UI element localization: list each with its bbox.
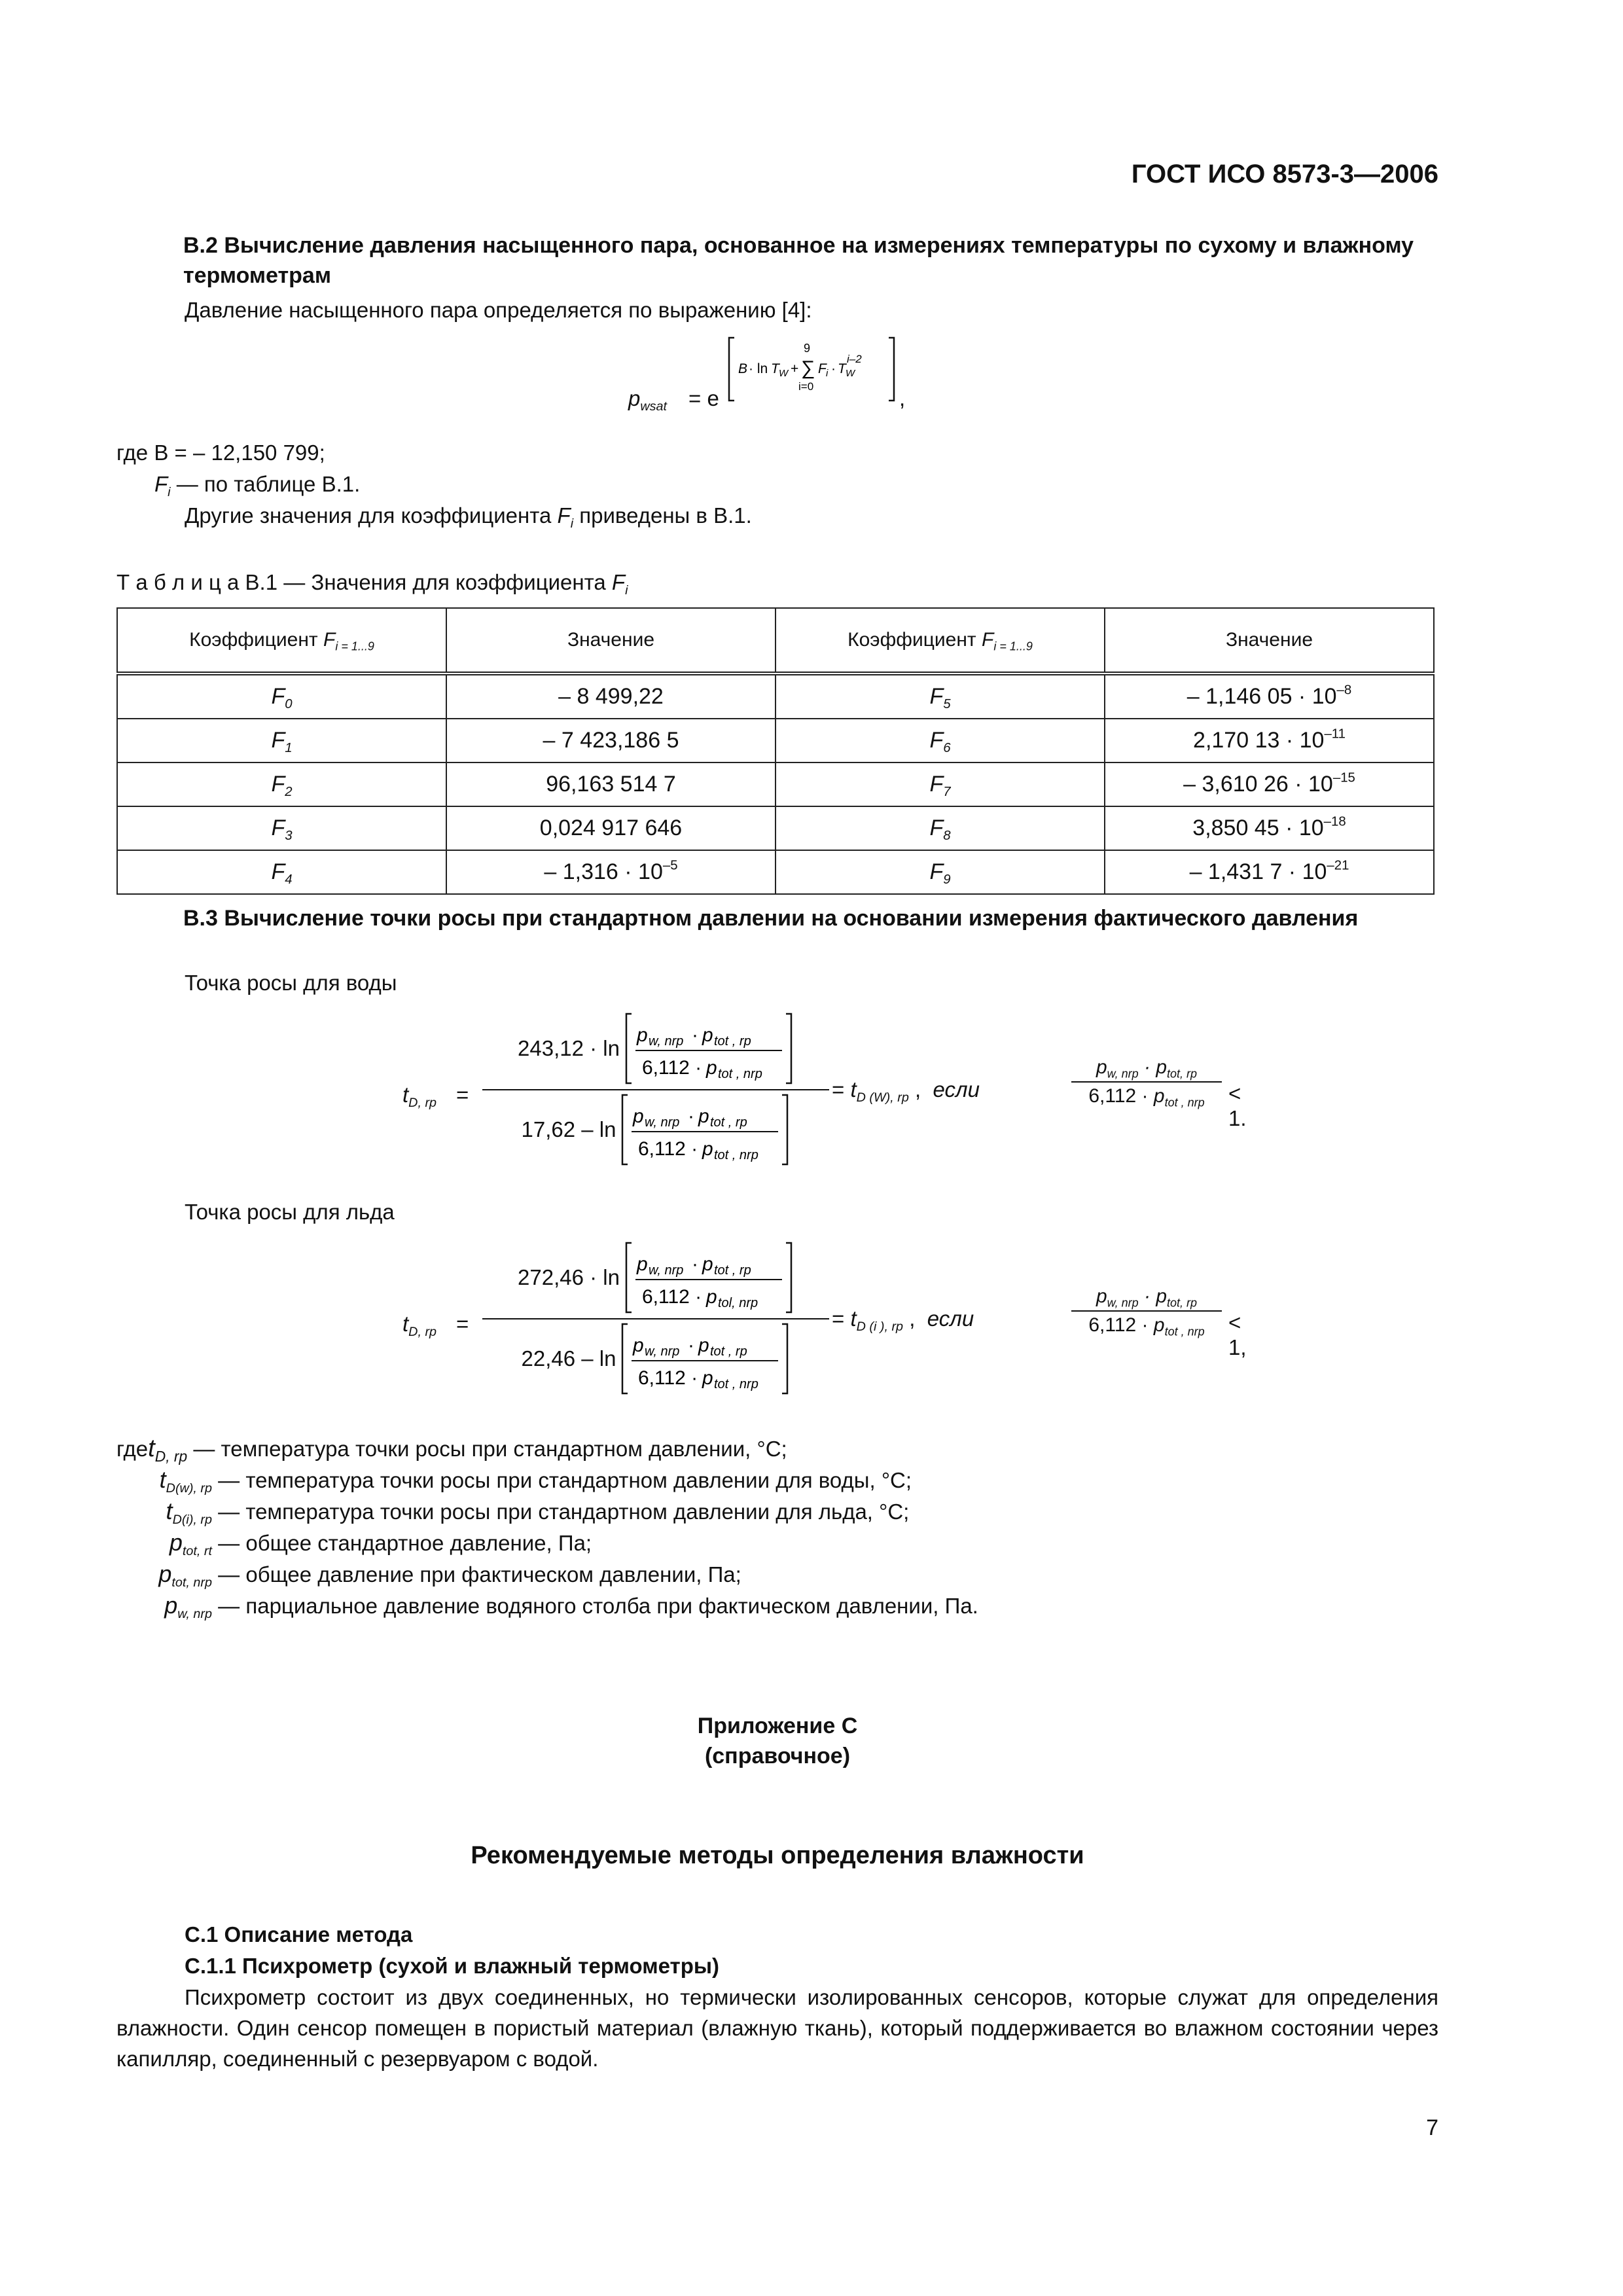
coef-cell: $F_1$ [117,719,446,762]
svg-text:p: p [698,1335,710,1356]
page-number: 7 [1426,2115,1438,2140]
appendix-heading: Рекомендуемые методы определения влажности [471,1842,1084,1869]
section-b2-title: В.2 Вычисление давления насыщенного пара, основанное на измерениях температуры по сухому и влажному термометрам [183,233,1414,288]
svg-text:tot , rр: tot , rр [713,1034,751,1049]
value-cell: – 1,431 $7 \cdot 10^{-21}$ [1105,850,1434,894]
coef-cell: $F_4$ [117,850,446,894]
svg-text:·: · [691,1253,698,1275]
value-cell: – 1,146 $05 \cdot 10^{-8}$ [1105,673,1434,719]
svg-text:p: p [705,1286,717,1308]
svg-text:6,112 ·: 6,112 · [638,1138,698,1160]
svg-text:w, nrр: w, nrр [648,1034,684,1049]
svg-text:w, nrр: w, nrр [648,1263,684,1278]
svg-text:T: T [838,361,846,376]
svg-text:p: p [636,1024,648,1046]
header-coef-2: Коэффициент $F_{i = 1...9}$ [776,608,1105,673]
ice-dewpoint-label: Точка росы для льда [185,1200,395,1224]
coef-cell: $F_6$ [776,719,1105,762]
exponent-bracket [726,336,897,402]
svg-text:p: p [633,1335,645,1356]
legend-item: $t_{D(w), rр}$ — температура точки росы при стандартном давлении для воды, °С; [159,1466,912,1496]
svg-text:p: p [698,1105,710,1127]
water-dewpoint-label: Точка росы для воды [185,971,397,995]
svg-text:6,112 ·: 6,112 · [638,1367,698,1389]
coef-cell: $F_8$ [776,806,1105,850]
header-value-2: Значение [1105,608,1434,673]
svg-text:∑: ∑ [801,357,815,379]
coef-cell: $F_2$ [117,762,446,806]
coef-cell: $F_5$ [776,673,1105,719]
svg-text:p: p [702,1367,714,1389]
water-dewpoint-formula: $t_{D, rр}$ = 243,12 · ln p w, nrр · p tot , rр 6,112 · p tot , nrр 17,62 – ln p w, nrр · p tot , rр 6,112 · p tot , nrр = $t_{D (W), rр}$ , если $p_{w, nrр} \cdot p_{tot, rр}$ $6,112 \cdot p_{tot , nrр}$ < 1. [402,1008,1188,1185]
value-cell: 3,850 $45 \cdot 10^{-18}$ [1105,806,1434,850]
value-cell: – 8 499,22 [446,673,776,719]
section-c1-title: С.1 Описание метода [185,1922,413,1946]
svg-text:w, nrр: w, nrр [645,1115,680,1130]
standard-number: ГОСТ ИСО 8573-3—2006 [1131,160,1438,188]
symbol-legend [116,1433,978,1621]
coef-cell: $F_9$ [776,850,1105,894]
svg-text:p: p [633,1105,645,1127]
section-b3-title: В.3 Вычисление точки росы при стандартном давлении на основании измерения фактического давления [183,906,1359,931]
svg-text:p: p [702,1024,713,1046]
coef-cell: $F_0$ [117,673,446,719]
svg-text:·: · [831,361,836,376]
svg-text:·: · [691,1024,698,1046]
svg-text:tol, nrр: tol, nrр [717,1296,758,1310]
svg-text:B: B [738,361,748,376]
table-header-row [117,608,1434,673]
header-value-1: Значение [446,608,776,673]
legend-item: $p_{tot, rt}$ — общее стандартное давление, Па; [169,1529,592,1558]
table-row [117,850,1434,894]
coef-cell: $F_3$ [117,806,446,850]
value-cell: – 3,610 $26 \cdot 10^{-15}$ [1105,762,1434,806]
svg-text:tot , nrр: tot , nrр [714,1377,759,1391]
table-row [117,719,1434,762]
saturated-pressure-formula: $p_{wsat}$ = e B · ln T W + 9 ∑ i=0 F i · T W i–2 , [628,334,929,412]
legend-item: $p_{tot, nrр}$ — общее давление при фактическом давлении, Па; [158,1560,741,1590]
svg-text:W: W [779,368,789,379]
other-values-note: Другие значения для коэффициента $F_i$ приведены в В.1. [185,503,752,531]
psychrometer-paragraph: Психрометр состоит из двух соединенных, но термически изолированных сенсоров, которые служат для определения влажности. Один сенсор помещен в пористый материал (влажную ткань), который поддерживается во влажном состоянии через капилляр, соединенный с резервуаром с водой. [116,1985,1438,2071]
section-c11-title: С.1.1 Психрометр (сухой и влажный термометры) [185,1954,720,1978]
value-cell: 2,170 $13 \cdot 10^{-11}$ [1105,719,1434,762]
svg-text:W: W [846,368,855,379]
svg-text:p: p [705,1057,717,1079]
value-cell: – 7 423,186 5 [446,719,776,762]
legend-item: где $t_{D, rр}$ — температура точки росы при стандартном давлении, °С; [116,1435,787,1465]
svg-text:p: p [702,1138,714,1160]
table-caption: Т а б л и ц а В.1 — Значения для коэффициента $F_i$ [116,570,628,598]
svg-text:tot , nrр: tot , nrр [714,1148,759,1162]
table-row [117,806,1434,850]
svg-text:w, nrр: w, nrр [645,1344,680,1359]
where-fi: $F_i$ — по таблице В.1. [154,472,361,499]
svg-text:i: i [826,368,829,379]
svg-text:·: · [688,1105,695,1127]
where-b: где B = – 12,150 799; [116,440,325,465]
svg-text:i=0: i=0 [798,380,814,393]
legend-item: $p_{w, nrр}$ — парциальное давление водяного столба при фактическом давлении, Па. [164,1592,978,1621]
table-row [117,762,1434,806]
value-cell: 0,024 917 646 [446,806,776,850]
ice-dewpoint-formula: $t_{D, rр}$ = 272,46 · ln p w, nrр · p tot , rр 6,112 · p tol, nrр 22,46 – ln p w, nrр · p tot , rр 6,112 · p tot , nrр = $t_{D (i ), rр}$ , если $p_{w, nrр} \cdot p_{tot, rр}$ $6,112 \cdot p_{tot , nrр}$ < 1, [402,1237,1188,1414]
svg-text:tot , nrр: tot , nrр [717,1067,762,1081]
svg-text:6,112 ·: 6,112 · [641,1057,702,1079]
legend-item: $t_{D(i), rр}$ — температура точки росы при стандартном давлении для льда, °С; [166,1498,910,1527]
svg-text:+: + [791,361,799,376]
svg-text:6,112 ·: 6,112 · [641,1286,702,1308]
value-cell: – $1,316 \cdot 10^{-5}$ [446,850,776,894]
header-coef-1: Коэффициент $F_{i = 1...9}$ [117,608,446,673]
svg-text:·: · [688,1335,695,1356]
value-cell: 96,163 514 7 [446,762,776,806]
svg-text:p: p [702,1253,713,1275]
section-b2-intro: Давление насыщенного пара определяется по выражению [4]: [185,298,812,322]
svg-text:F: F [818,361,827,376]
appendix-kind: (справочное) [704,1744,851,1768]
svg-text:T: T [771,361,779,376]
coef-cell: $F_7$ [776,762,1105,806]
svg-text:tot , rр: tot , rр [710,1344,748,1359]
svg-text:· ln: · ln [749,361,768,376]
svg-text:p: p [636,1253,648,1275]
table-row [117,673,1434,719]
svg-text:tot , rр: tot , rр [713,1263,751,1278]
coefficient-table [116,607,1435,895]
svg-text:9: 9 [804,342,811,355]
svg-text:i–2: i–2 [847,353,862,365]
svg-text:tot , rр: tot , rр [710,1115,748,1130]
appendix-title: Приложение С [697,1713,858,1738]
